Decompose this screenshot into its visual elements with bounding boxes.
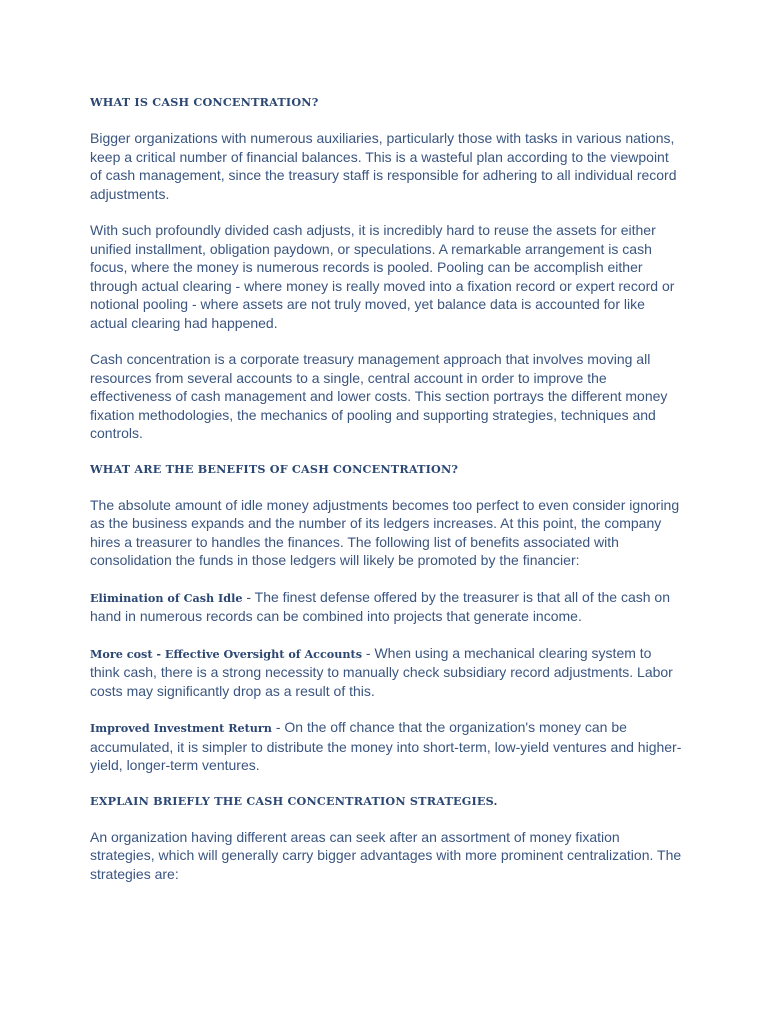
document-body — [90, 93, 682, 883]
benefit-item — [90, 718, 682, 775]
paragraph: Bigger organizations with numerous auxiliaries, particularly those with tasks in various nations, keep a critical number of financial balances. This is a wasteful plan according to the viewpoint of cash management, since the treasury staff is responsible for adhering to all individual record adjustments. — [90, 130, 677, 202]
benefit-title: More cost - Effective Oversight of Accounts — [90, 646, 362, 661]
benefit-text: - When using a mechanical clearing system to think cash, there is a strong necessity to manually check subsidiary record adjustments. Labor costs may significantly drop as a result of this. — [90, 644, 673, 699]
paragraph: An organization having different areas can seek after an assortment of money fixation strategies, which will generally carry bigger advantages with more prominent centralization. The strategies are: — [90, 828, 682, 882]
benefit-title: Elimination of Cash Idle — [90, 590, 243, 605]
section-heading-benefits: WHAT ARE THE BENEFITS OF CASH CONCENTRATION? — [90, 461, 459, 476]
benefit-item — [90, 644, 682, 701]
paragraph: The absolute amount of idle money adjustments becomes too perfect to even consider ignoring as the business expands and the number of its ledgers increases. At this point, the company hires a treasurer to handles the finances. The following list of benefits associated with consolidation the funds in those ledgers will likely be promoted by the financier: — [90, 496, 680, 568]
section-heading-strategies: EXPLAIN BRIEFLY THE CASH CONCENTRATION STRATEGIES. — [90, 793, 498, 808]
benefit-title: Improved Investment Return — [90, 721, 272, 735]
benefit-item — [90, 588, 682, 626]
paragraph: With such profoundly divided cash adjusts, it is incredibly hard to reuse the assets for either unified installment, obligation paydown, or speculations. A remarkable arrangement is cash focus, where the money is numerous records is pooled. Pooling can be accomplish either through actual clearing - where money is really moved into a fixation record or expert record or notional pooling - where assets are not truly moved, yet balance data is accounted for like actual clearing had happened. — [90, 222, 675, 331]
paragraph: Cash concentration is a corporate treasury management approach that involves moving all resources from several accounts to a single, central account in order to improve the effectiveness of cash management and lower costs. This section portrays the different money fixation methodologies, the mechanics of pooling and supporting strategies, techniques and controls. — [90, 351, 668, 441]
benefit-text: - The finest defense offered by the treasurer is that all of the cash on hand in numerous records can be combined into projects that generate income. — [90, 588, 670, 624]
section-heading-what-is-cash-concentration: WHAT IS CASH CONCENTRATION? — [90, 95, 319, 109]
benefit-text: - On the off chance that the organization's money can be accumulated, it is simpler to distribute the money into short-term, low-yield ventures and higher-yield, longer-term ventures. — [90, 719, 682, 773]
